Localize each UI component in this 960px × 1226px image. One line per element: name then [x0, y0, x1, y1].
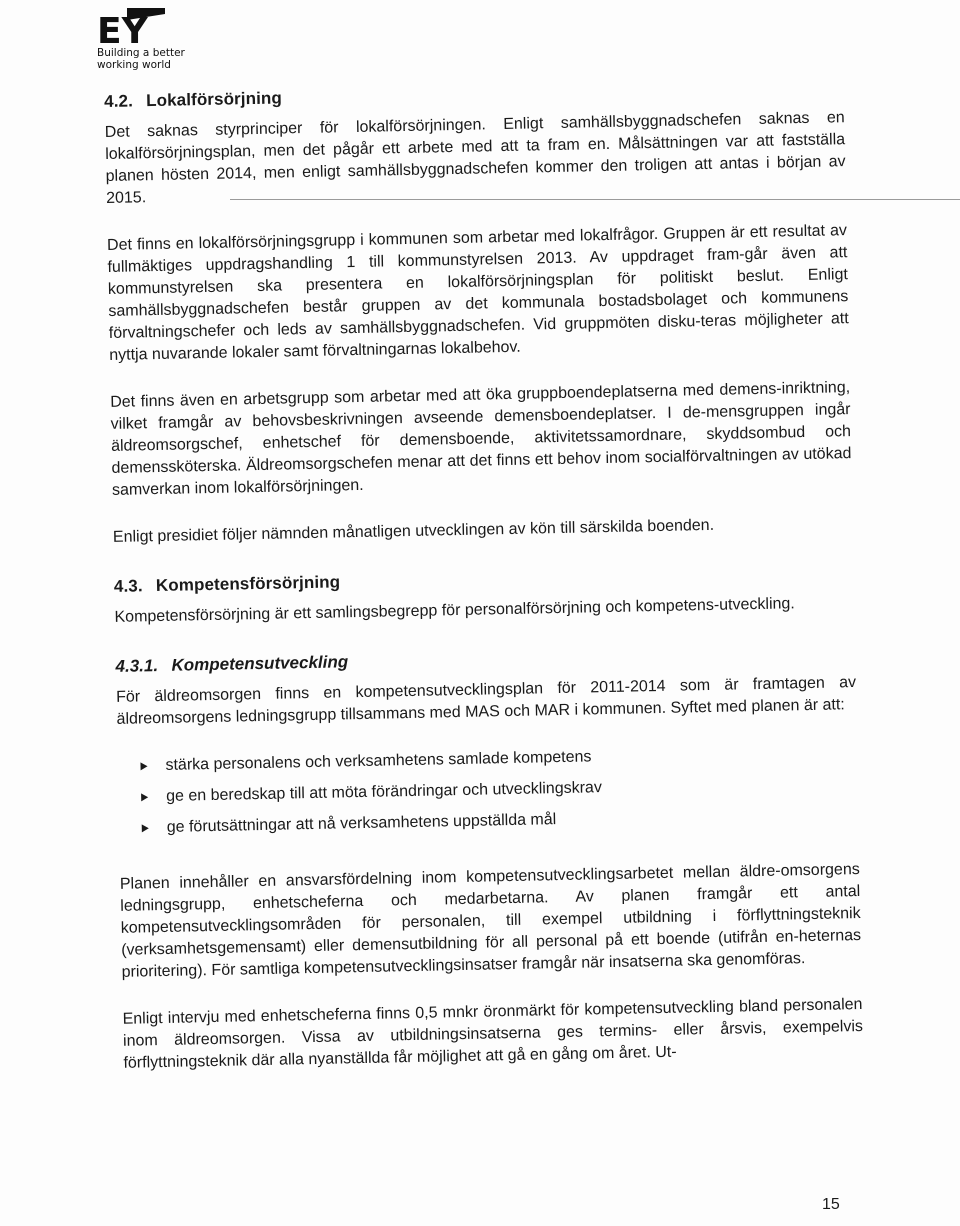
page-number: 15	[822, 1196, 840, 1213]
list-item: stärka personalens och verksamhetens samlade kompetens	[117, 741, 857, 778]
bullet-triangle-icon	[141, 793, 148, 801]
section-number: 4.3.1.	[115, 656, 159, 676]
paragraph: Enligt presidiet följer nämnden månatligen utvecklingen av kön till särskilda boenden.	[112, 516, 715, 546]
paragraph: Enligt intervju med enhetscheferna finns 0,5 mnkr öronmärkt för kompetensutveckling bland personalen inom äldreomsorgen. Vissa av utbildningsinsatserna ges termins- eller årsvis, exempelvis förflyttningsteknik där alla nyanställda får möjlighet att gå en gång om året. Ut-	[122, 995, 864, 1072]
section-number: 4.2.	[104, 91, 134, 111]
ey-logo-mark	[97, 8, 165, 44]
paragraph: Det finns även en arbetsgrupp som arbetar med att öka gruppboendeplatserna med demens-inriktning, vilket framgår av behovsbeskrivningen avseende demensboendeplatser. I de-mensgruppen ingår äldreomsorgschef, enhetschef för demensboende, aktivitetssamordnare, skyddsombud och demenssköterska. Äldreomsorgschefen menar att det finns ett behov inom socialförvaltningen av utökad samverkan inom lokalförsörjningen.	[110, 379, 852, 499]
paragraph: För äldreomsorgen finns en kompetensutvecklingsplan för 2011-2014 som är framtagen av äldreomsorgens ledningsgrupp tillsammans med MAS och MAR i kommunen. Syftet med planen är att:	[115, 674, 857, 728]
bullet-triangle-icon	[140, 762, 147, 770]
svg-text:EY: EY	[97, 11, 148, 44]
document-body	[104, 77, 864, 1075]
bullet-list	[117, 741, 859, 840]
paragraph: Det saknas styrprinciper för lokalförsörjningen. Enligt samhällsbyggnadschefen saknas en lokalförsörjningsplan, men det pågår ett arbete med att ta fram en. Målsättningen var att fastställa planen hösten 2014, men enligt samhällsbyggnadschefen kommer den troligen att antas i början av 2015.	[104, 109, 846, 207]
paragraph: Planen innehåller en ansvarsfördelning inom kompetensutvecklingsarbetet mellan äldre-omsorgens ledningsgrupp, enhetscheferna och medarbetarna. Av planen framgår ett antal kompetensutvecklingsområden för personalen, till exempel utbildning i förflyttningsteknik (verksamhetsgemensamt) eller demensutbildning för all personal på ett boende (utifrån en-heternas prioritering). För samtliga kompetensutvecklingsinsatser framgår när insatserna ska genomföras.	[119, 860, 862, 981]
ey-logo	[97, 8, 187, 71]
section-title: Lokalförsörjning	[145, 88, 283, 111]
ey-logo-tagline: Building a better working world	[97, 47, 185, 71]
section-title: Kompetensutveckling	[171, 652, 349, 675]
section-title: Kompetensförsörjning	[155, 572, 341, 596]
list-item: ge förutsättningar att nå verksamhetens uppställda mål	[119, 803, 859, 840]
paragraph: Det finns en lokalförsörjningsgrupp i kommunen som arbetar med lokalfrågor. Gruppen är ett resultat av fullmäktiges uppdragshandling 1 till kommunstyrelsen 2013. Av uppdraget fram-går även att kommunstyrelsen ska presentera en lokalförsörjningsplan för politiskt beslut. Enligt samhällsbyggnadschefen består gruppen av det kommunala bostadsbolaget och kommunens förvaltningschefer och leds av samhällsbyggnadschefen. Vid gruppmöten disku-teras möjligheter att nyttja nuvarande lokaler samt förvaltningarnas lokalbehov.	[106, 222, 849, 364]
list-item: ge en beredskap till att möta förändringar och utvecklingskrav	[118, 772, 858, 809]
bullet-triangle-icon	[142, 824, 149, 832]
paragraph: Kompetensförsörjning är ett samlingsbegrepp för personalförsörjning och kompetens-utveckling.	[114, 595, 795, 626]
section-number: 4.3.	[113, 576, 143, 596]
